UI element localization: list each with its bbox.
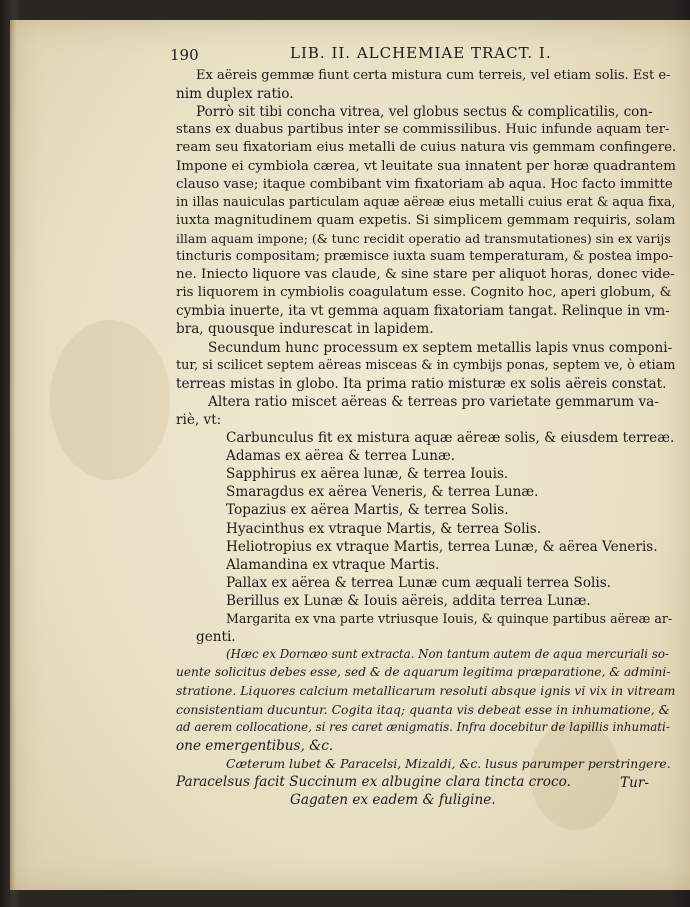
paper-stain [50, 320, 170, 480]
text-line: stans ex duabus partibus inter se commissilibus. Huic infunde aquam ter- [176, 122, 670, 138]
text-line: (Hæc ex Dornæo sunt extracta. Non tantum autem de aqua mercuriali so- [226, 647, 669, 662]
text-line: terreas mistas in globo. Ita prima ratio misturæ ex solis aëreis constat. [176, 375, 667, 392]
text-line: Smaragdus ex aërea Veneris, & terrea Lunæ. [226, 484, 539, 501]
text-line: Impone ei cymbiola cærea, vt leuitate sua innatent per horæ quadrantem [176, 158, 676, 174]
text-line: Ex aëreis gemmæ fiunt certa mistura cum terreis, vel etiam solis. Est e- [196, 68, 671, 83]
text-line: Heliotropius ex vtraque Martis, terrea Lunæ, & aërea Veneris. [226, 538, 658, 555]
running-title: LIB. II. ALCHEMIAE TRACT. I. [290, 44, 552, 62]
text-line: iuxta magnitudinem quam expetis. Si simplicem gemmam requiris, solam [176, 212, 676, 228]
text-line: bra, quousque indurescat in lapidem. [176, 321, 434, 338]
text-line: uente solicitus debes esse, sed & de aquarum legitima præparatione, & admini- [176, 665, 671, 680]
text-line: Margarita ex vna parte vtriusque Iouis, & quinque partibus aëreæ ar- [226, 611, 673, 626]
text-line: Alamandina ex vtraque Martis. [226, 556, 440, 573]
text-line: Altera ratio miscet aëreas & terreas pro varietate gemmarum va- [208, 393, 659, 410]
text-line: illam aquam impone; (& tunc recidit operatio ad transmutationes) sin ex varijs [176, 230, 671, 246]
page-number: 190 [170, 46, 199, 64]
text-line: Adamas ex aërea & terrea Lunæ. [226, 448, 456, 465]
text-line: Gagaten ex eadem & fuligine. [290, 792, 496, 808]
text-line: clauso vase; itaque combibant vim fixatoriam ab aqua. Hoc facto immitte [176, 176, 673, 192]
text-line: Topazius ex aërea Martis, & terrea Solis. [226, 502, 509, 519]
text-line: Carbunculus fit ex mistura aquæ aëreæ solis, & eiusdem terreæ. [226, 430, 675, 446]
text-line: one emergentibus, &c. [176, 737, 334, 754]
text-line: cymbia inuerte, ita vt gemma aquam fixatoriam tangat. Relinque in vm- [176, 303, 670, 320]
text-line: consistentiam ducuntur. Cogita itaq; quanta vis debeat esse in inhumatione, & [176, 701, 670, 717]
text-line: ne. Iniecto liquore vas claude, & sine stare per aliquot horas, donec vide- [176, 267, 675, 283]
text-line: tur, si scilicet septem aëreas misceas & in cymbijs ponas, septem ve, ò etiam [176, 357, 676, 373]
text-line: ris liquorem in cymbiolis coagulatum esse. Cognito hoc, aperi globum, & [176, 285, 672, 301]
text-line: Hyacinthus ex vtraque Martis, & terrea Solis. [226, 520, 542, 537]
text-line: tincturis compositam; præmisce iuxta suam temperaturam, & postea impo- [176, 249, 674, 264]
text-line: Berillus ex Lunæ & Iouis aëreis, addita terrea Lunæ. [226, 592, 591, 609]
text-line: Cæterum lubet & Paracelsi, Mizaldi, &c. lusus parumper perstringere. [226, 755, 671, 771]
catchword: Tur- [620, 775, 649, 791]
text-line: genti. [196, 629, 236, 646]
text-line: nim duplex ratio. [176, 86, 294, 103]
text-line: Porrò sit tibi concha vitrea, vel globus sectus & complicatilis, con- [196, 104, 653, 121]
text-line: ream seu fixatoriam eius metalli de cuius natura vis gemmam confingere. [176, 140, 676, 156]
text-line: stratione. Liquores calcium metallicarum resoluti absque ignis vi vix in vitream [176, 683, 676, 699]
text-line: Paracelsus facit Succinum ex albugine clara tincta croco. [176, 773, 571, 790]
text-line: ad aerem collocatione, si res caret ænigmatis. Infra docebitur de lapillis inhumati- [176, 719, 670, 734]
text-line: in illas nauiculas particulam aquæ aëreæ eius metalli cuius erat & aqua fixa, [176, 194, 676, 210]
text-line: Secundum hunc processum ex septem metallis lapis vnus componi- [208, 339, 673, 356]
text-line: Sapphirus ex aërea lunæ, & terrea Iouis. [226, 466, 509, 483]
text-line: riè, vt: [176, 411, 222, 428]
text-line: Pallax ex aërea & terrea Lunæ cum æquali terrea Solis. [226, 574, 612, 591]
